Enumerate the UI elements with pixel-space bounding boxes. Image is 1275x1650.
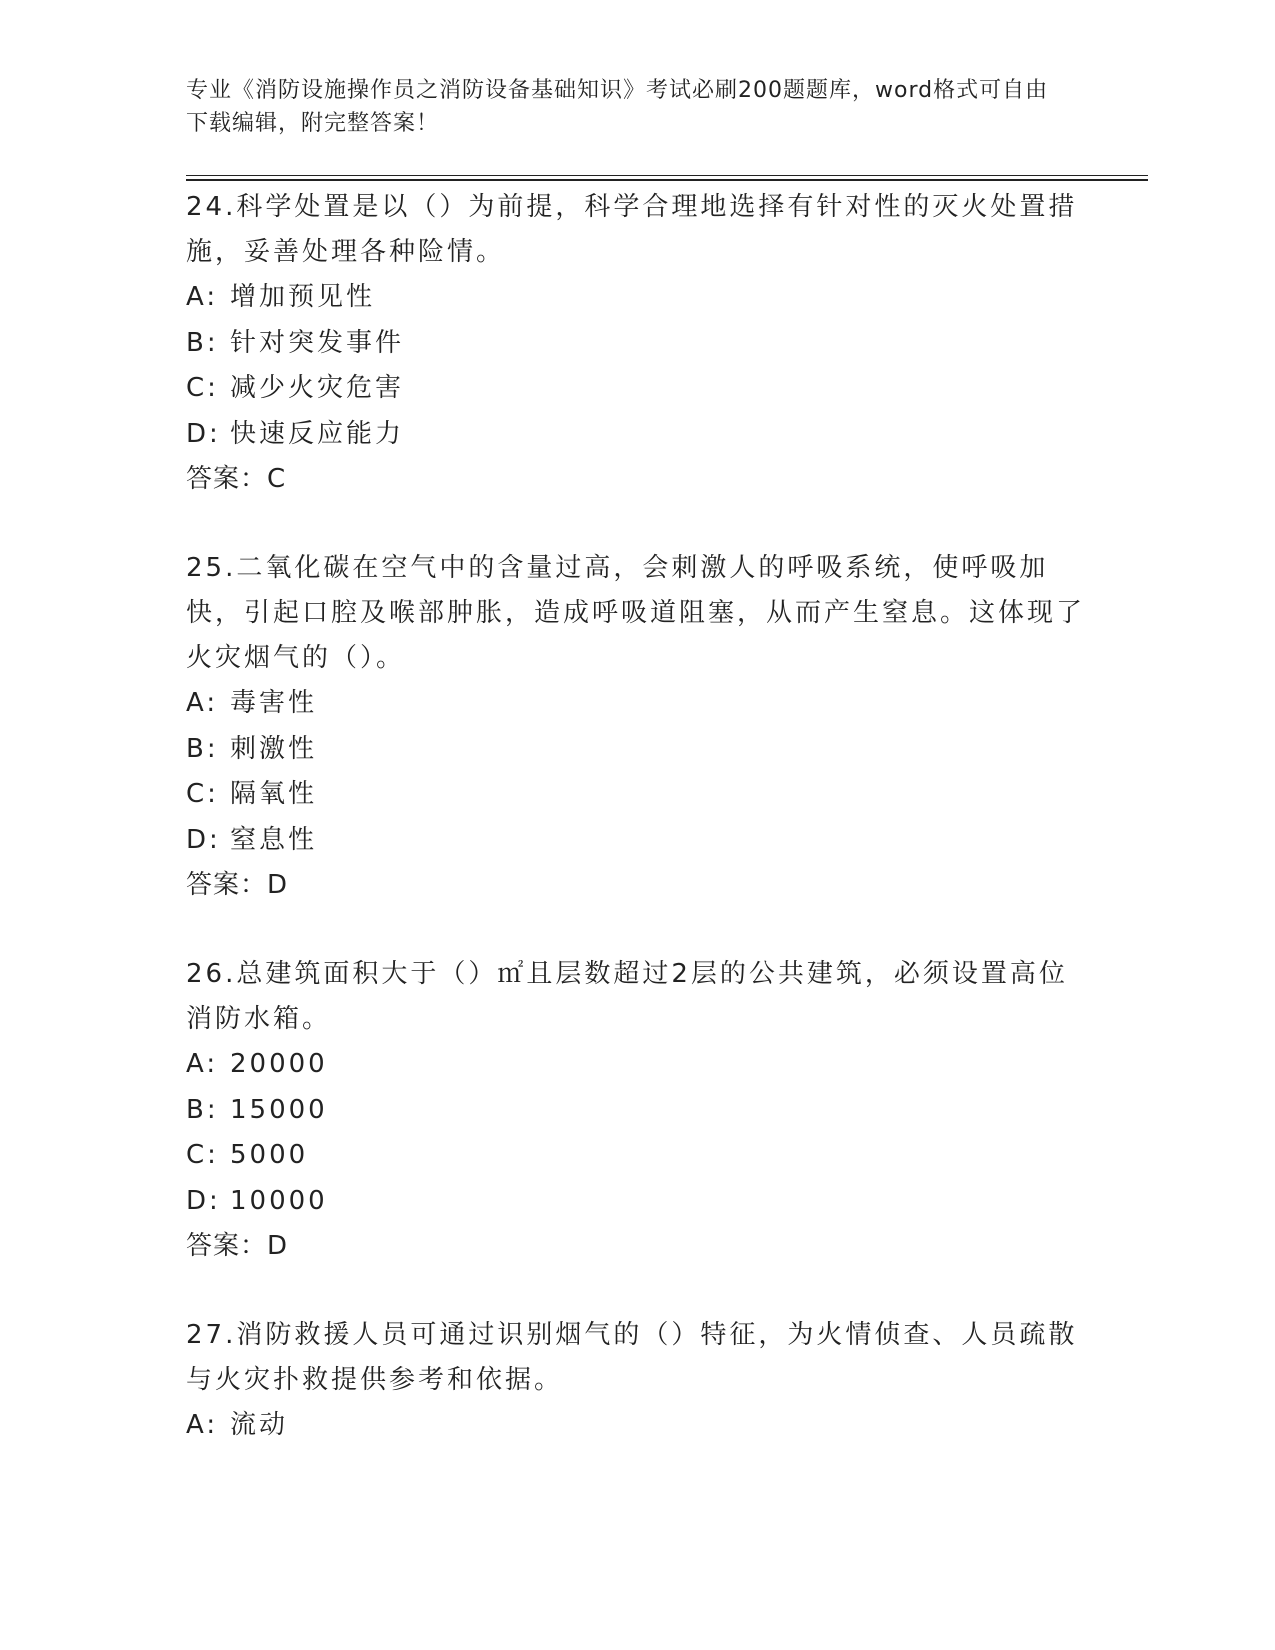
option-d (186, 412, 1086, 458)
option-letter: C: (186, 779, 219, 809)
question-25 (186, 546, 1086, 908)
option-letter: D: (186, 824, 221, 855)
option-letter: A: (186, 1049, 219, 1079)
option-a (186, 1042, 1086, 1088)
question-text: 26.总建筑面积大于（）㎡且层数超过2层的公共建筑，必须设置高位消防水箱。 (186, 959, 1068, 1034)
option-c (186, 366, 1086, 412)
option-letter: A: (186, 282, 219, 312)
option-text: 隔氧性 (230, 779, 318, 809)
option-b (186, 727, 1086, 773)
option-b (186, 1088, 1086, 1134)
option-a (186, 275, 1086, 321)
option-text: 窒息性 (230, 824, 318, 855)
question-text: 24.科学处置是以（）为前提，科学合理地选择有针对性的灭火处置措施，妥善处理各种险情。 (186, 192, 1078, 267)
option-d (186, 1179, 1086, 1225)
question-list (186, 185, 1086, 1493)
option-b (186, 321, 1086, 367)
option-letter: B: (186, 733, 219, 764)
option-letter: C: (186, 373, 219, 403)
option-text: 5000 (230, 1140, 309, 1170)
option-text: 10000 (230, 1185, 328, 1216)
option-text: 15000 (230, 1094, 328, 1125)
option-letter: C: (186, 1140, 219, 1170)
option-a (186, 681, 1086, 727)
answer-line: 答案：C (186, 464, 287, 494)
option-text: 毒害性 (230, 688, 318, 718)
option-letter: D: (186, 418, 221, 449)
option-text: 减少火灾危害 (230, 373, 405, 403)
option-text: 增加预见性 (230, 282, 376, 312)
question-27 (186, 1313, 1086, 1449)
option-c (186, 772, 1086, 818)
question-24 (186, 185, 1086, 502)
option-a (186, 1403, 1086, 1449)
option-text: 20000 (230, 1049, 328, 1079)
option-d (186, 818, 1086, 864)
option-letter: A: (186, 1410, 219, 1440)
option-text: 流动 (230, 1410, 289, 1440)
option-letter: B: (186, 1094, 219, 1125)
header-divider-thick (186, 179, 1148, 181)
answer-line: 答案：D (186, 870, 289, 900)
option-letter: B: (186, 327, 219, 358)
option-letter: A: (186, 688, 219, 718)
option-text: 针对突发事件 (230, 327, 405, 358)
option-letter: D: (186, 1185, 221, 1216)
option-c (186, 1133, 1086, 1179)
option-text: 快速反应能力 (230, 418, 405, 449)
question-text: 27.消防救援人员可通过识别烟气的（）特征，为火情侦查、人员疏散与火灾扑救提供参考和依据。 (186, 1320, 1078, 1395)
answer-line: 答案：D (186, 1231, 289, 1261)
option-text: 刺激性 (230, 733, 318, 764)
document-header: 专业《消防设施操作员之消防设备基础知识》考试必刷200题题库，word格式可自由下载编辑，附完整答案！ (186, 78, 1049, 136)
question-text: 25.二氧化碳在空气中的含量过高，会刺激人的呼吸系统，使呼吸加快，引起口腔及喉部肿胀，造成呼吸道阻塞，从而产生窒息。这体现了火灾烟气的（）。 (186, 553, 1086, 673)
question-26 (186, 952, 1086, 1269)
header-divider-thin (186, 175, 1148, 176)
